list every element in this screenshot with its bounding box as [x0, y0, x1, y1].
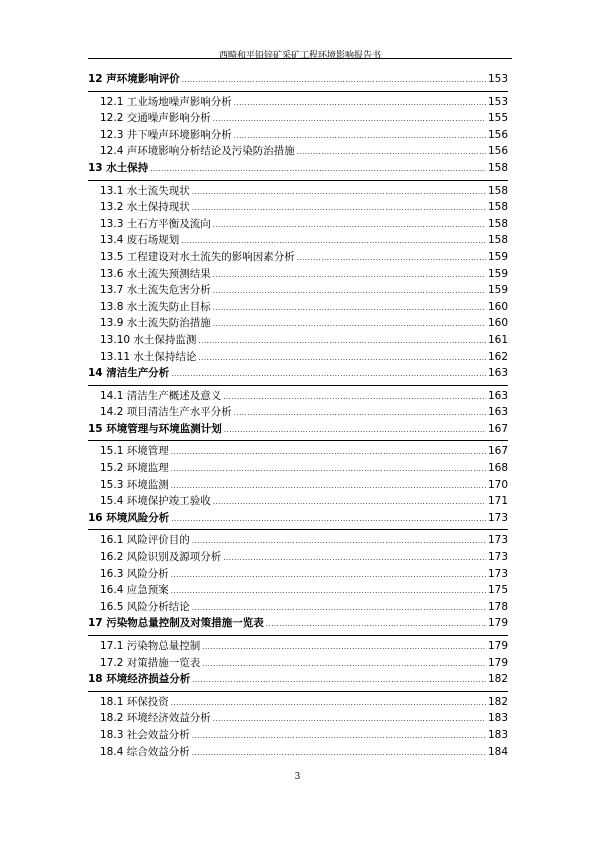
- dot-leader: [213, 283, 486, 300]
- toc-section-entry[interactable]: [88, 184, 508, 201]
- toc-section-entry[interactable]: [88, 695, 508, 712]
- toc-entry-page: 179: [487, 640, 508, 652]
- toc-entry-title: 12.4 声环境影响分析结论及污染防治措施: [100, 145, 295, 158]
- toc-section-entry[interactable]: [88, 745, 508, 762]
- toc-section-entry[interactable]: [88, 217, 508, 234]
- toc-entry-title: 18.3 社会效益分析: [100, 728, 190, 741]
- dot-leader: [213, 494, 486, 511]
- toc-entry-title: 13 水土保持: [88, 161, 149, 174]
- toc-entry-title: 13.1 水土流失现状: [100, 184, 190, 197]
- toc-entry-page: 158: [487, 217, 508, 230]
- toc-entry-title: 16.5 风险分析结论: [100, 600, 190, 613]
- toc-section-entry[interactable]: [88, 283, 508, 300]
- dot-leader: [234, 405, 486, 422]
- toc-entry-title: 16.3 风险分析: [100, 567, 169, 580]
- toc-entry-page: 158: [487, 161, 508, 174]
- toc-entry-title: 13.6 水土流失预测结果: [100, 267, 211, 280]
- dot-leader: [213, 711, 486, 728]
- toc-entry-title: 14.2 项目清洁生产水平分析: [100, 406, 232, 419]
- dot-leader: [202, 656, 486, 673]
- toc-entry-page: 168: [487, 462, 508, 475]
- toc-entry-title: 18.4 综合效益分析: [100, 745, 190, 758]
- dot-leader: [223, 550, 486, 567]
- toc-entry-title: 14 清洁生产分析: [88, 367, 170, 380]
- toc-section-entry[interactable]: [88, 316, 508, 333]
- toc-entry-page: 159: [487, 250, 508, 263]
- dot-leader: [171, 478, 486, 495]
- dot-leader: [297, 144, 486, 161]
- toc-entry-title: 15 环境管理与环境监测计划: [88, 422, 222, 435]
- toc-entry-title: 13.2 水土保持现状: [100, 201, 190, 214]
- toc-entry-page: 183: [487, 728, 508, 741]
- table-of-contents: [88, 72, 508, 761]
- dot-leader: [202, 639, 486, 656]
- toc-entry-page: 179: [487, 617, 508, 630]
- toc-entry-title: 13.9 水土流失防治措施: [100, 317, 211, 330]
- dot-leader: [192, 672, 486, 689]
- toc-entry-page: 178: [487, 600, 508, 613]
- toc-entry-page: 163: [487, 367, 508, 380]
- document-title: 西畸和平铅锌矿采矿工程环境影响报告书: [218, 51, 381, 61]
- toc-entry-title: 15.1 环境管理: [100, 445, 169, 458]
- dot-leader: [297, 250, 486, 267]
- dot-leader: [171, 444, 486, 461]
- toc-entry-title: 12.3 井下噪声环境影响分析: [100, 128, 232, 141]
- toc-entry-page: 179: [487, 656, 508, 669]
- toc-entry-page: 163: [487, 389, 508, 402]
- toc-entry-page: 182: [487, 695, 508, 708]
- dot-leader: [150, 161, 486, 178]
- toc-entry-title: 15.2 环境监理: [100, 462, 169, 475]
- toc-entry-title: 13.4 废石场规划: [100, 234, 180, 247]
- dot-leader: [213, 316, 486, 333]
- dot-leader: [224, 422, 486, 439]
- toc-entry-title: 16.4 应急预案: [100, 584, 169, 597]
- toc-entry-title: 16.2 风险识别及源项分析: [100, 551, 222, 564]
- toc-entry-page: 163: [487, 406, 508, 419]
- toc-entry-title: 12.1 工业场地噪声影响分析: [100, 95, 232, 108]
- toc-entry-title: 18.1 环保投资: [100, 695, 169, 708]
- toc-section-entry[interactable]: [88, 600, 508, 617]
- dot-leader: [198, 333, 486, 350]
- toc-chapter-entry[interactable]: [88, 672, 508, 692]
- dot-leader: [181, 233, 486, 250]
- toc-entry-title: 16 环境风险分析: [88, 511, 170, 524]
- toc-entry-page: 173: [487, 534, 508, 547]
- dot-leader: [198, 350, 486, 367]
- toc-entry-page: 167: [487, 445, 508, 458]
- toc-section-entry[interactable]: [88, 250, 508, 267]
- toc-entry-title: 12.2 交通噪声影响分析: [100, 112, 211, 125]
- toc-section-entry[interactable]: [88, 567, 508, 584]
- toc-entry-page: 182: [487, 673, 508, 686]
- toc-chapter-entry[interactable]: [88, 366, 508, 386]
- toc-section-entry[interactable]: [88, 550, 508, 567]
- toc-section-entry[interactable]: [88, 728, 508, 745]
- toc-entry-page: 167: [487, 422, 508, 435]
- toc-chapter-entry[interactable]: [88, 616, 508, 636]
- dot-leader: [234, 128, 486, 145]
- toc-entry-page: 159: [487, 284, 508, 297]
- toc-entry-page: 156: [487, 128, 508, 141]
- toc-entry-page: 161: [487, 333, 508, 346]
- toc-section-entry[interactable]: [88, 583, 508, 600]
- toc-entry-title: 14.1 清洁生产概述及意义: [100, 389, 222, 402]
- toc-entry-title: 17.2 对策措施一览表: [100, 656, 201, 669]
- dot-leader: [213, 217, 486, 234]
- toc-entry-page: 183: [487, 712, 508, 725]
- toc-section-entry[interactable]: [88, 405, 508, 422]
- toc-section-entry[interactable]: [88, 95, 508, 112]
- toc-entry-page: 175: [487, 584, 508, 597]
- toc-entry-title: 18 环境经济损益分析: [88, 673, 191, 686]
- toc-entry-page: 173: [487, 567, 508, 580]
- toc-section-entry[interactable]: [88, 233, 508, 250]
- toc-section-entry[interactable]: [88, 656, 508, 673]
- toc-chapter-entry[interactable]: [88, 72, 508, 92]
- toc-section-entry[interactable]: [88, 300, 508, 317]
- toc-entry-page: 155: [487, 112, 508, 125]
- toc-section-entry[interactable]: [88, 444, 508, 461]
- dot-leader: [192, 600, 486, 617]
- toc-section-entry[interactable]: [88, 128, 508, 145]
- toc-section-entry[interactable]: [88, 494, 508, 511]
- toc-entry-page: 173: [487, 551, 508, 564]
- toc-entry-page: 173: [487, 511, 508, 524]
- toc-entry-title: 17.1 污染物总量控制: [100, 640, 201, 652]
- toc-entry-title: 13.11 水土保持结论: [100, 350, 197, 363]
- toc-entry-page: 159: [487, 267, 508, 280]
- toc-entry-page: 156: [487, 145, 508, 158]
- toc-section-entry[interactable]: [88, 267, 508, 284]
- page-number: 3: [294, 772, 301, 782]
- dot-leader: [171, 511, 486, 528]
- running-header: [88, 40, 512, 59]
- dot-leader: [213, 111, 486, 128]
- toc-entry-page: 160: [487, 300, 508, 313]
- toc-entry-page: 158: [487, 234, 508, 247]
- toc-entry-page: 171: [487, 495, 508, 508]
- dot-leader: [234, 95, 486, 112]
- dot-leader: [223, 389, 486, 406]
- toc-entry-page: 162: [487, 350, 508, 363]
- toc-entry-title: 15.3 环境监测: [100, 478, 169, 491]
- toc-chapter-entry[interactable]: [88, 161, 508, 181]
- toc-entry-title: 17 污染物总量控制及对策措施一览表: [88, 617, 264, 630]
- toc-section-entry[interactable]: [88, 350, 508, 367]
- dot-leader: [192, 728, 486, 745]
- toc-section-entry[interactable]: [88, 639, 508, 656]
- toc-entry-page: 158: [487, 201, 508, 214]
- dot-leader: [213, 300, 486, 317]
- toc-entry-title: 13.10 水土保持监测: [100, 333, 197, 346]
- toc-entry-title: 15.4 环境保护竣工验收: [100, 495, 211, 508]
- toc-section-entry[interactable]: [88, 478, 508, 495]
- dot-leader: [182, 72, 486, 89]
- toc-entry-title: 13.7 水土流失危害分析: [100, 284, 211, 297]
- dot-leader: [192, 200, 486, 217]
- toc-section-entry[interactable]: [88, 711, 508, 728]
- toc-section-entry[interactable]: [88, 533, 508, 550]
- toc-entry-page: 160: [487, 317, 508, 330]
- toc-chapter-entry[interactable]: [88, 422, 508, 442]
- dot-leader: [266, 616, 486, 633]
- toc-entry-page: 170: [487, 478, 508, 491]
- toc-entry-page: 153: [487, 95, 508, 108]
- toc-entry-page: 153: [487, 73, 508, 85]
- toc-entry-page: 158: [487, 184, 508, 197]
- dot-leader: [213, 267, 486, 284]
- toc-entry-title: 13.5 工程建设对水土流失的影响因素分析: [100, 250, 295, 263]
- toc-entry-title: 12 声环境影响评价: [88, 73, 180, 85]
- toc-chapter-entry[interactable]: [88, 511, 508, 531]
- dot-leader: [192, 533, 486, 550]
- toc-entry-title: 13.8 水土流失防止目标: [100, 300, 211, 313]
- toc-entry-title: 18.2 环境经济效益分析: [100, 712, 211, 725]
- toc-section-entry[interactable]: [88, 111, 508, 128]
- toc-section-entry[interactable]: [88, 333, 508, 350]
- dot-leader: [171, 567, 486, 584]
- toc-entry-page: 184: [487, 745, 508, 758]
- dot-leader: [192, 745, 486, 762]
- toc-section-entry[interactable]: [88, 461, 508, 478]
- toc-entry-title: 13.3 土石方平衡及流向: [100, 217, 211, 230]
- dot-leader: [171, 583, 486, 600]
- toc-section-entry[interactable]: [88, 144, 508, 161]
- toc-section-entry[interactable]: [88, 389, 508, 406]
- dot-leader: [171, 366, 486, 383]
- dot-leader: [192, 184, 486, 201]
- toc-section-entry[interactable]: [88, 200, 508, 217]
- dot-leader: [171, 695, 486, 712]
- toc-entry-title: 16.1 风险评价目的: [100, 534, 190, 547]
- dot-leader: [171, 461, 486, 478]
